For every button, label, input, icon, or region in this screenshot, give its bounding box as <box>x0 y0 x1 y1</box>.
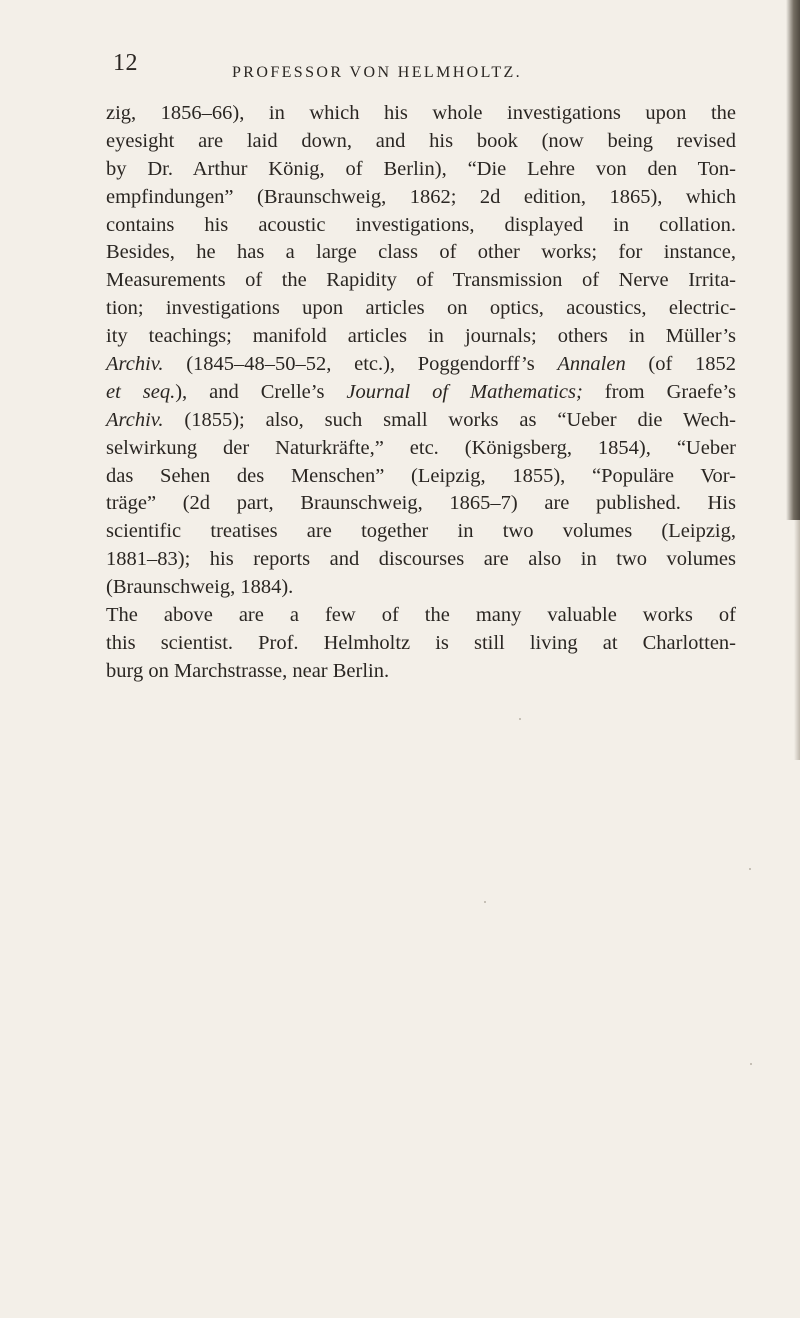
text-segment: (1845–48–50–52, etc.), Poggendorff’s <box>163 353 558 376</box>
text-line <box>106 574 736 602</box>
text-line <box>106 295 736 323</box>
text-line <box>106 630 736 658</box>
italic-text: et seq. <box>106 380 176 403</box>
text-segment: 1881–83); his reports and discourses are also in two volumes <box>106 548 736 571</box>
text-line <box>106 212 736 240</box>
paper-speck <box>484 901 486 903</box>
text-line <box>106 602 736 630</box>
text-line <box>106 100 736 128</box>
text-segment: (Braunschweig, 1884). <box>106 576 294 599</box>
text-segment: zig, 1856–66), in which his whole investigations upon the <box>106 102 736 124</box>
italic-text: Annalen <box>557 353 626 376</box>
italic-text: Journal of Mathematics; <box>346 380 583 403</box>
page-edge-shadow <box>794 520 800 760</box>
page-binding-shadow <box>786 0 800 520</box>
text-segment: from Graefe’s <box>582 380 736 403</box>
text-segment: empfindungen” (Braunschweig, 1862; 2d edition, 1865), which <box>106 185 736 208</box>
text-line <box>106 658 736 686</box>
running-head: PROFESSOR VON HELMHOLTZ. <box>232 64 523 81</box>
text-line <box>106 128 736 156</box>
text-line <box>106 351 736 379</box>
text-line <box>106 156 736 184</box>
text-segment: The above are a few of the many valuable works of <box>106 604 736 627</box>
text-line <box>106 407 736 435</box>
italic-text: Archiv. <box>106 353 164 376</box>
text-line <box>106 546 736 574</box>
text-segment: contains his acoustic investigations, displayed in collation. <box>106 213 736 236</box>
text-line <box>106 379 736 407</box>
text-line <box>106 323 736 351</box>
text-segment: Measurements of the Rapidity of Transmission of Nerve Irrita- <box>106 269 736 292</box>
text-line <box>106 267 736 295</box>
body-text <box>106 100 736 686</box>
paper-speck <box>749 868 751 870</box>
text-line <box>106 239 736 267</box>
text-line <box>106 463 736 491</box>
text-segment: ity teachings; manifold articles in journals; others in Müller’s <box>106 325 736 348</box>
text-segment: tion; investigations upon articles on optics, acoustics, electric- <box>106 297 736 320</box>
text-line <box>106 184 736 212</box>
text-segment: Besides, he has a large class of other works; for instance, <box>106 241 736 264</box>
page-number: 12 <box>113 50 138 76</box>
text-segment: (1855); also, such small works as “Ueber die Wech- <box>163 408 736 431</box>
text-segment: (of 1852 <box>625 353 736 376</box>
text-segment: this scientist. Prof. Helmholtz is still living at Charlotten- <box>106 631 736 654</box>
italic-text: Archiv. <box>106 408 164 431</box>
text-segment: selwirkung der Naturkräfte,” etc. (Königsberg, 1854), “Ueber <box>106 436 736 459</box>
text-segment: das Sehen des Menschen” (Leipzig, 1855), “Populäre Vor- <box>106 464 736 487</box>
text-segment: träge” (2d part, Braunschweig, 1865–7) are published. His <box>106 492 736 515</box>
text-line <box>106 518 736 546</box>
text-segment: eyesight are laid down, and his book (now being revised <box>106 129 736 152</box>
text-segment: burg on Marchstrasse, near Berlin. <box>106 659 390 682</box>
text-segment: by Dr. Arthur König, of Berlin), “Die Lehre von den Ton- <box>106 157 736 180</box>
paper-speck <box>519 718 521 720</box>
text-segment: scientific treatises are together in two volumes (Leipzig, <box>106 520 736 543</box>
text-segment: ), and Crelle’s <box>175 380 347 403</box>
text-line <box>106 490 736 518</box>
paper-speck <box>750 1063 752 1065</box>
text-line <box>106 435 736 463</box>
